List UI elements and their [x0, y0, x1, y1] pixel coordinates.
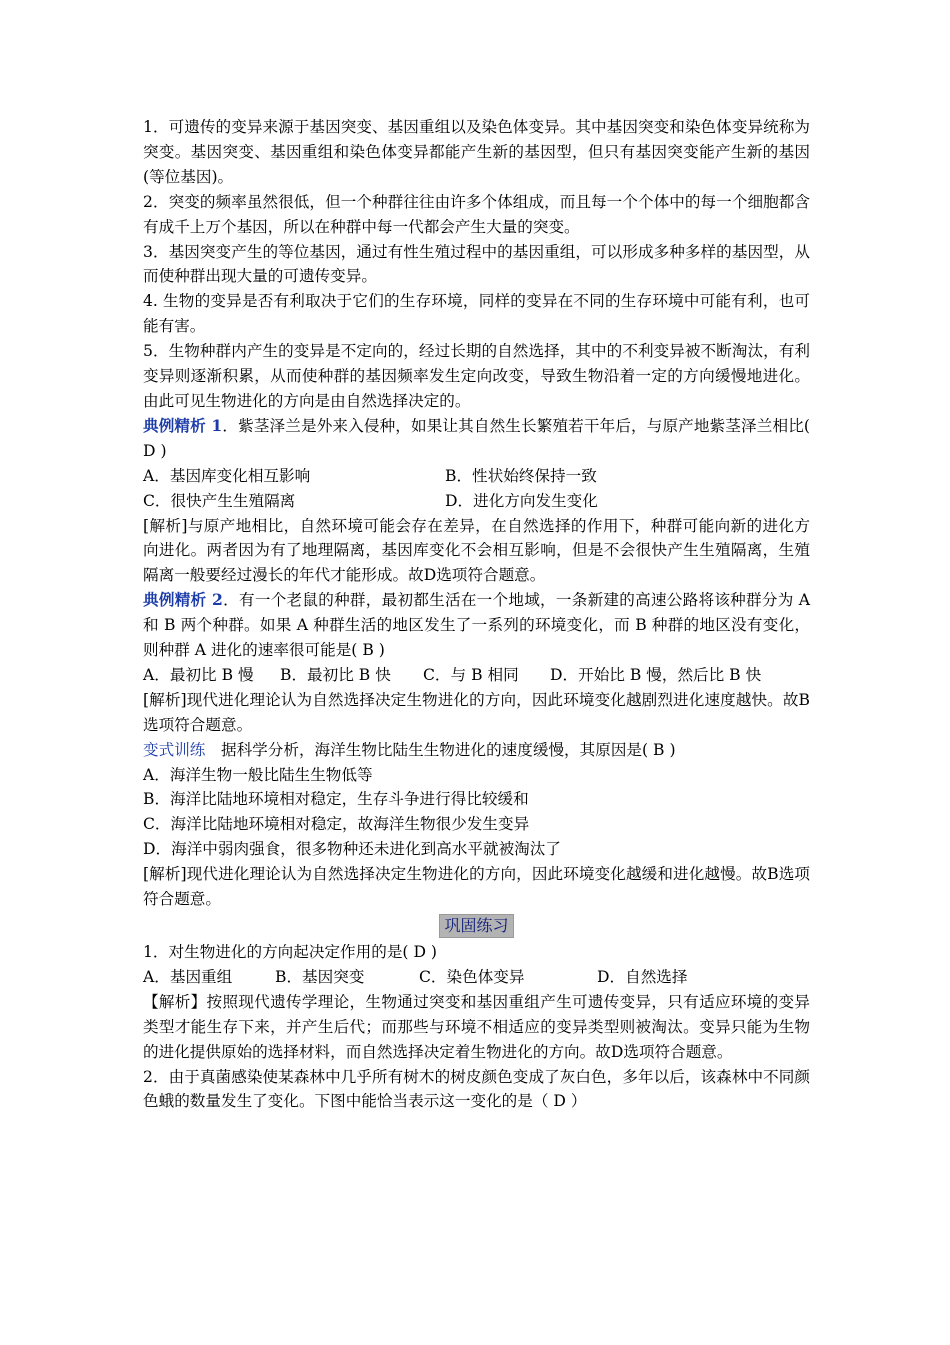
variant-stem: 据科学分析，海洋生物比陆生生物进化的速度缓慢，其原因是( B ): [205, 740, 676, 759]
example-1-stem: ．紫茎泽兰是外来入侵种，如果让其自然生长繁殖若干年后，与原产地紫茎泽兰相比( D ): [143, 416, 811, 460]
variant-option-a: A．海洋生物一般比陆生生物低等: [143, 765, 373, 784]
variant-option-b: B．海洋比陆地环境相对稳定，生存斗争进行得比较缓和: [143, 790, 529, 809]
variant-option-c: C．海洋比陆地环境相对稳定，故海洋生物很少发生变异: [143, 815, 530, 834]
practice-q1-option-a: A．基因重组: [143, 967, 233, 986]
variant-question: [143, 738, 810, 763]
document-body: [143, 115, 810, 1114]
example-2-option-a: A．最初比 B 慢: [143, 665, 254, 684]
variant-label: 变式训练: [143, 740, 206, 759]
example-1-option-c: C．很快产生生殖隔离: [143, 491, 296, 510]
example-2-option-c: C．与 B 相同: [423, 665, 519, 684]
intro-paragraph-2: 2．突变的频率虽然很低，但一个种群往往由许多个体组成，而且每一个个体中的每一个细胞都含有成千上万个基因，所以在种群中每一代都会产生大量的突变。: [143, 192, 810, 236]
example-1-options-row-1: [143, 464, 810, 489]
practice-heading-wrap: [143, 914, 810, 940]
example-2-label: 典例精析 2: [143, 590, 223, 610]
variant-option-d: D．海洋中弱肉强食，很多物种还未进化到高水平就被淘汰了: [143, 840, 561, 859]
example-1-option-b: B．性状始终保持一致: [445, 466, 597, 485]
example-1-label: 典例精析 1: [143, 415, 223, 435]
example-1-option-d: D．进化方向发生变化: [445, 491, 598, 510]
example-1-analysis: [解析]与原产地相比，自然环境可能会存在差异，在自然选择的作用下，种群可能向新的进化方向进化。两者因为有了地理隔离，基因库变化不会相互影响，但是不会很快产生生殖隔离，生殖隔离一般要经过漫长的年代才能形成。故D选项符合题意。: [143, 516, 810, 585]
example-1-question: [143, 414, 810, 464]
example-2-option-d: D．开始比 B 慢，然后比 B 快: [550, 665, 762, 684]
practice-q1-option-b: B．基因突变: [275, 967, 365, 986]
intro-paragraph-3: 3．基因突变产生的等位基因，通过有性生殖过程中的基因重组，可以形成多种多样的基因型，从而使种群出现大量的可遗传变异。: [143, 242, 810, 286]
practice-q1-option-d: D．自然选择: [597, 967, 688, 986]
practice-q1-option-c: C．染色体变异: [419, 967, 525, 986]
example-2-options: [143, 663, 810, 688]
practice-q1-options: [143, 965, 810, 990]
practice-heading: 巩固练习: [439, 914, 513, 938]
practice-q1-stem: 1．对生物进化的方向起决定作用的是( D ): [143, 943, 438, 961]
example-2-stem: ．有一个老鼠的种群，最初都生活在一个地域，一条新建的高速公路将该种群分为 A 和 B 两个种群。如果 A 种群生活的地区发生了一系列的环境变化，而 B 种群的地区没有变化，则种群 A 进化的速率很可能是( B ): [143, 591, 810, 660]
practice-q2-stem: 2．由于真菌感染使某森林中几乎所有树木的树皮颜色变成了灰白色，多年以后，该森林中不同颜色蛾的数量发生了变化。下图中能恰当表示这一变化的是（ D ）: [143, 1067, 810, 1111]
example-2-option-b: B．最初比 B 快: [280, 665, 391, 684]
intro-paragraph-4: 4. 生物的变异是否有利取决于它们的生存环境，同样的变异在不同的生存环境中可能有利，也可能有害。: [143, 292, 810, 336]
example-2-question: [143, 588, 810, 663]
intro-paragraph-1: 1．可遗传的变异来源于基因突变、基因重组以及染色体变异。其中基因突变和染色体变异统称为突变。基因突变、基因重组和染色体变异都能产生新的基因型，但只有基因突变能产生新的基因(等位基因)。: [143, 118, 810, 186]
example-1-option-a: A．基因库变化相互影响: [143, 466, 311, 485]
example-2-analysis: [解析]现代进化理论认为自然选择决定生物进化的方向，因此环境变化越剧烈进化速度越快。故B选项符合题意。: [143, 690, 810, 734]
intro-paragraph-5: 5．生物种群内产生的变异是不定向的，经过长期的自然选择，其中的不利变异被不断淘汰，有利变异则逐渐积累，从而使种群的基因频率发生定向改变，导致生物沿着一定的方向缓慢地进化。由此可见生物进化的方向是由自然选择决定的。: [143, 342, 810, 410]
practice-q1-analysis: 【解析】按照现代遗传学理论，生物通过突变和基因重组产生可遗传变异，只有适应环境的变异类型才能生存下来，并产生后代；而那些与环境不相适应的变异类型则被淘汰。变异只能为生物的进化提供原始的选择材料，而自然选择决定着生物进化的方向。故D选项符合题意。: [143, 992, 810, 1061]
example-1-options-row-2: [143, 489, 810, 514]
variant-analysis: [解析]现代进化理论认为自然选择决定生物进化的方向，因此环境变化越缓和进化越慢。故B选项符合题意。: [143, 865, 810, 909]
